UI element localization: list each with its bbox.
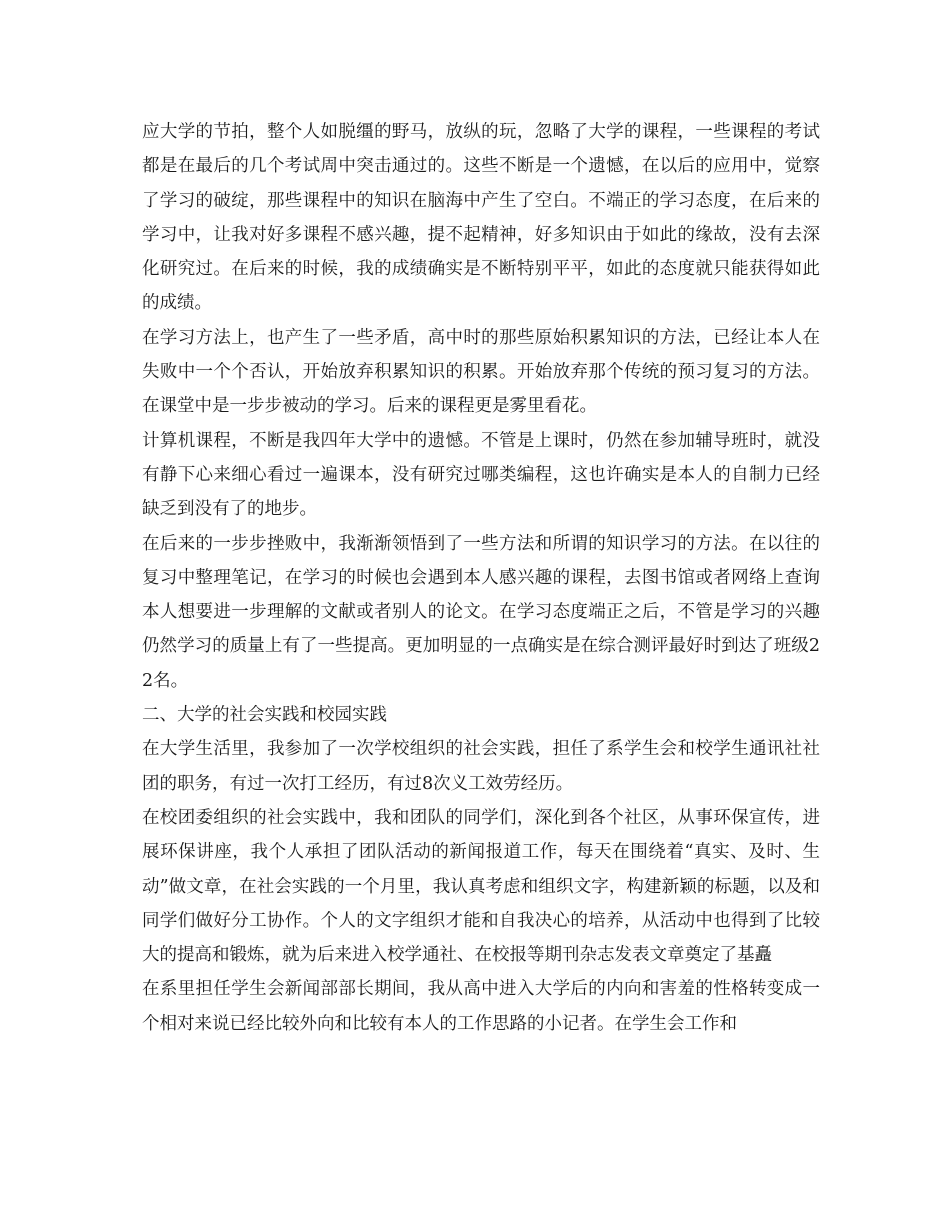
paragraph-4: 在后来的一步步挫败中，我渐渐领悟到了一些方法和所谓的知识学习的方法。在以往的复习中整理笔记，在学习的时候也会遇到本人感兴趣的课程，去图书馆或者网络上查询本人想要进一步理解的文献或者别人的论文。在学习态度端正之后，不管是学习的兴趣仍然学习的质量上有了一些提高。更加明显的一点确实是在综合测评最好时到达了班级22名。	[142, 533, 820, 691]
section-paragraph-2: 在校团委组织的社会实践中，我和团队的同学们，深化到各个社区，从事环保宣传，进展环保讲座，我个人承担了团队活动的新闻报道工作，每天在围绕着“真实、及时、生动”做文章，在社会实践的一个月里，我认真考虑和组织文字，构建新颖的标题，以及和同学们做好分工协作。个人的文字组织才能和自我决心的培养，从活动中也得到了比较大的提高和锻炼，就为后来进入校学通社、在校报等期刊杂志发表文章奠定了基矗	[142, 807, 820, 966]
paragraph-3: 计算机课程，不断是我四年大学中的遗憾。不管是上课时，仍然在参加辅导班时，就没有静下心来细心看过一遍课本，没有研究过哪类编程，这也许确实是本人的自制力已经缺乏到没有了的地步。	[142, 430, 820, 520]
section-paragraph-1: 在大学生活里，我参加了一次学校组织的社会实践，担任了系学生会和校学生通讯社社团的职务，有过一次打工经历，有过8次义工效劳经历。	[142, 739, 820, 794]
section-paragraph-3: 在系里担任学生会新闻部部长期间，我从高中进入大学后的内向和害羞的性格转变成一个相对来说已经比较外向和比较有本人的工作思路的小记者。在学生会工作和	[142, 979, 820, 1034]
paragraph-1: 应大学的节拍，整个人如脱缰的野马，放纵的玩，忽略了大学的课程，一些课程的考试都是在最后的几个考试周中突击通过的。这些不断是一个遗憾，在以后的应用中，觉察了学习的破绽，那些课程中的知识在脑海中产生了空白。不端正的学习态度，在后来的学习中，让我对好多课程不感兴趣，提不起精神，好多知识由于如此的缘故，没有去深化研究过。在后来的时候，我的成绩确实是不断特别平平，如此的态度就只能获得如此的成绩。	[142, 122, 820, 314]
section-heading: 二、大学的社会实践和校园实践	[142, 705, 387, 726]
paragraph-2: 在学习方法上，也产生了一些矛盾，高中时的那些原始积累知识的方法，已经让本人在失败中一个个否认，开始放弃积累知识的积累。开始放弃那个传统的预习复习的方法。在课堂中是一步步被动的学习。后来的课程更是雾里看花。	[142, 327, 820, 417]
